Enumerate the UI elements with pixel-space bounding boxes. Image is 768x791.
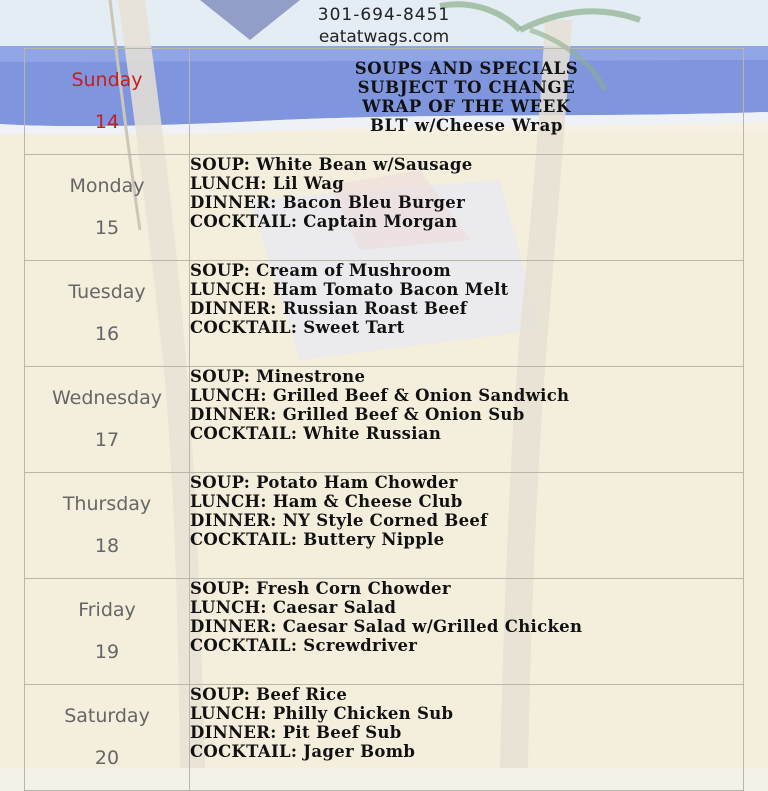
- day-name: Sunday: [71, 69, 143, 91]
- soup-line: SOUP: Potato Ham Chowder: [190, 473, 458, 492]
- table-row-thursday: [25, 473, 744, 579]
- day-date: 15: [94, 217, 120, 239]
- weekly-specials-table: [24, 48, 744, 791]
- cocktail-line: COCKTAIL: White Russian: [190, 424, 442, 443]
- table-row-sunday: [25, 49, 744, 155]
- lunch-line: LUNCH: Ham & Cheese Club: [190, 492, 463, 511]
- dinner-line: DINNER: NY Style Corned Beef: [190, 511, 488, 530]
- day-date: 17: [94, 429, 120, 451]
- specials-cell-friday: [190, 579, 744, 685]
- notice-line: SOUPS AND SPECIALS: [354, 59, 579, 78]
- dinner-line: DINNER: Bacon Bleu Burger: [190, 193, 466, 212]
- table-row-tuesday: [25, 261, 744, 367]
- cocktail-line: COCKTAIL: Jager Bomb: [190, 742, 416, 761]
- specials-cell-monday: [190, 155, 744, 261]
- day-date: 19: [94, 641, 120, 663]
- day-cell-saturday: [25, 685, 190, 791]
- table-row-saturday: [25, 685, 744, 791]
- specials-cell-tuesday: [190, 261, 744, 367]
- specials-cell-thursday: [190, 473, 744, 579]
- dinner-line: DINNER: Russian Roast Beef: [190, 299, 468, 318]
- soup-line: SOUP: Beef Rice: [190, 685, 348, 704]
- lunch-line: LUNCH: Ham Tomato Bacon Melt: [190, 280, 509, 299]
- day-name: Tuesday: [68, 281, 146, 303]
- table-row-friday: [25, 579, 744, 685]
- cocktail-line: COCKTAIL: Buttery Nipple: [190, 530, 445, 549]
- lunch-line: LUNCH: Grilled Beef & Onion Sandwich: [190, 386, 570, 405]
- day-date: 16: [94, 323, 120, 345]
- day-name: Friday: [78, 599, 136, 621]
- notice-line: WRAP OF THE WEEK: [362, 97, 571, 116]
- day-name: Thursday: [62, 493, 152, 515]
- table-row-monday: [25, 155, 744, 261]
- soup-line: SOUP: Minestrone: [190, 367, 366, 386]
- day-date: 18: [94, 535, 120, 557]
- day-date: 20: [94, 747, 120, 769]
- day-cell-monday: [25, 155, 190, 261]
- day-name: Monday: [69, 175, 145, 197]
- lunch-line: LUNCH: Lil Wag: [190, 174, 345, 193]
- day-cell-wednesday: [25, 367, 190, 473]
- day-cell-sunday: [25, 49, 190, 155]
- cocktail-line: COCKTAIL: Captain Morgan: [190, 212, 458, 231]
- dinner-line: DINNER: Grilled Beef & Onion Sub: [190, 405, 525, 424]
- lunch-line: LUNCH: Philly Chicken Sub: [190, 704, 454, 723]
- soup-line: SOUP: Fresh Corn Chowder: [190, 579, 451, 598]
- website-address: eatatwags.com: [318, 27, 450, 47]
- day-date: 14: [94, 111, 120, 133]
- table-row-wednesday: [25, 367, 744, 473]
- soup-line: SOUP: White Bean w/Sausage: [190, 155, 473, 174]
- dinner-line: DINNER: Pit Beef Sub: [190, 723, 402, 742]
- day-cell-friday: [25, 579, 190, 685]
- cocktail-line: COCKTAIL: Screwdriver: [190, 636, 418, 655]
- soup-line: SOUP: Cream of Mushroom: [190, 261, 452, 280]
- day-name: Wednesday: [51, 387, 162, 409]
- specials-cell-saturday: [190, 685, 744, 791]
- day-cell-thursday: [25, 473, 190, 579]
- day-name: Saturday: [64, 705, 150, 727]
- notice-line: SUBJECT TO CHANGE: [357, 78, 576, 97]
- specials-cell-wednesday: [190, 367, 744, 473]
- cocktail-line: COCKTAIL: Sweet Tart: [190, 318, 405, 337]
- notice-line: BLT w/Cheese Wrap: [369, 116, 564, 135]
- phone-number: 301-694-8451: [317, 5, 451, 25]
- lunch-line: LUNCH: Caesar Salad: [190, 598, 397, 617]
- specials-cell-sunday: [190, 49, 744, 155]
- day-cell-tuesday: [25, 261, 190, 367]
- dinner-line: DINNER: Caesar Salad w/Grilled Chicken: [190, 617, 583, 636]
